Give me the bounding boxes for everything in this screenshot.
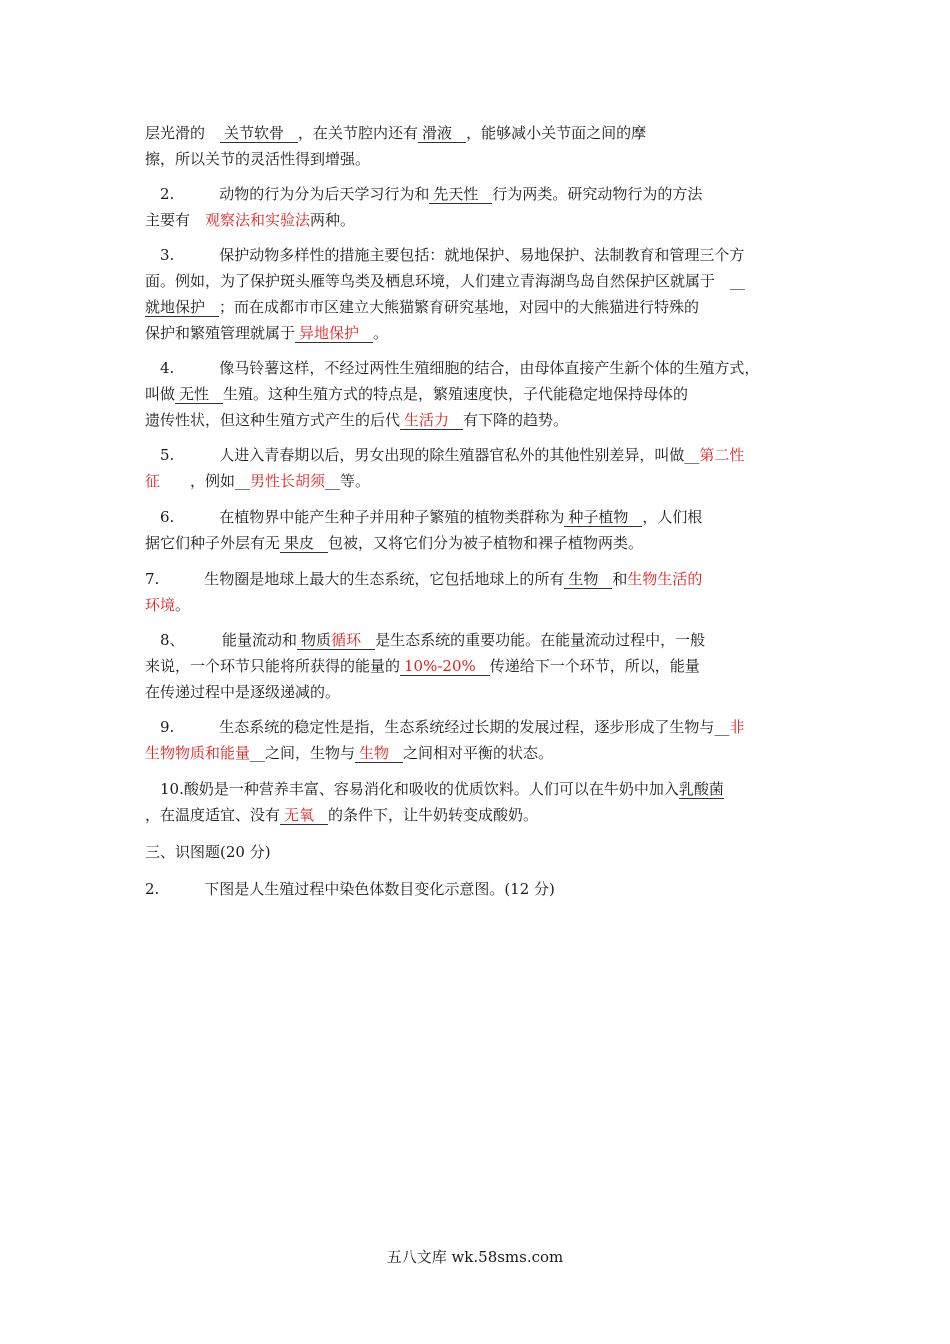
- answer-blank: 乳酸菌: [678, 780, 724, 798]
- text: 2. 动物的行为分为后天学习行为和: [145, 185, 430, 203]
- text: ，人们根: [642, 508, 703, 526]
- text: ，能够减小关节面之间的摩: [466, 124, 647, 142]
- text: 是生态系统的重要功能。在能量流动过程中，一般: [375, 631, 706, 649]
- answer-red: 生活力: [400, 411, 463, 430]
- answer-red: 无氧: [280, 806, 328, 825]
- answer-blank: 无性: [175, 385, 223, 404]
- text: ，在温度适宜、没有: [145, 806, 281, 824]
- answer-blank: 果皮: [280, 534, 328, 553]
- question-6-seed-plants: [145, 504, 810, 556]
- text: __之间，生物与: [250, 744, 356, 762]
- answer-blank: 种子植物: [564, 508, 642, 527]
- section-heading: 三、识图题(20 分): [145, 843, 271, 861]
- text: 来说，一个环节只能将所获得的能量的: [145, 657, 401, 675]
- answer-blank: 关节软骨: [220, 124, 298, 143]
- text: 。: [373, 324, 389, 342]
- text: 包被，又将它们分为被子植物和裸子植物两类。: [328, 534, 644, 552]
- answer-blank: 生物: [564, 570, 612, 589]
- text: 的条件下，让牛奶转变成酸奶。: [328, 806, 539, 824]
- answer-blank: 就地保护: [145, 298, 219, 317]
- text: 8、 能量流动和: [145, 631, 298, 649]
- answer-red: 非: [729, 718, 745, 736]
- answer-red: 生物生活的: [627, 570, 703, 588]
- question-3-protection: [145, 242, 810, 346]
- text: 6. 在植物界中能产生种子并用种子繁殖的植物类群称为: [145, 508, 565, 526]
- question-4-asexual: [145, 355, 810, 433]
- answer-blank: 先天性: [429, 185, 492, 204]
- text: 4. 像马铃薯这样，不经过两性生殖细胞的结合，由母体直接产生新个体的生殖方式，: [145, 359, 760, 377]
- text: 传递给下一个环节，所以，能量: [489, 657, 700, 675]
- answer-red: 生物: [355, 744, 403, 763]
- text: 叫做: [145, 385, 176, 403]
- text: 层光滑的: [145, 124, 221, 142]
- text: 。: [175, 596, 191, 614]
- text: 10.酸奶是一种营养丰富、容易消化和吸收的优质饮料。人们可以在牛奶中加入: [145, 780, 679, 798]
- text: ；而在成都市市区建立大熊猫繁育研究基地，对园中的大熊猫进行特殊的: [219, 298, 700, 316]
- paragraph-joint: [145, 120, 810, 172]
- question-7-biosphere: [145, 566, 810, 618]
- question-5-puberty: [145, 442, 810, 494]
- text: 和: [612, 570, 628, 588]
- text: 3. 保护动物多样性的措施主要包括：就地保护、易地保护、法制教育和管理三个方: [145, 246, 745, 264]
- answer-red: 男性长胡须: [250, 472, 326, 490]
- text: 擦，所以关节的灵活性得到增强。: [145, 150, 371, 168]
- text: 生殖。这种生殖方式的特点是，繁殖速度快，子代能稳定地保持母体的: [223, 385, 689, 403]
- text: 9. 生态系统的稳定性是指，生态系统经过长期的发展过程，逐步形成了生物与__: [145, 718, 730, 736]
- question-2-diagram-intro: 2. 下图是人生殖过程中染色体数目变化示意图。(12 分): [145, 880, 555, 898]
- answer-red: 循环: [331, 631, 362, 649]
- question-9-stability: [145, 714, 810, 766]
- question-8-energy-flow: [145, 627, 810, 705]
- question-2-behavior: [145, 181, 810, 233]
- text: 面。例如，为了保护斑头雁等鸟类及栖息环境，人们建立青海湖鸟岛自然保护区就属于 __: [145, 272, 746, 290]
- text: 主要有: [145, 211, 206, 229]
- answer-red: 观察法和实验法: [205, 211, 311, 229]
- text: 保护和繁殖管理就属于: [145, 324, 296, 342]
- question-10-yogurt: [145, 776, 810, 828]
- text: ，在关节腔内还有: [298, 124, 419, 142]
- text: 之间相对平衡的状态。: [403, 744, 554, 762]
- text: 有下降的趋势。: [463, 411, 569, 429]
- text: 行为两类。研究动物行为的方法: [492, 185, 703, 203]
- text: ，例如__: [160, 472, 251, 490]
- text: 在传递过程中是逐级递减的。: [145, 683, 341, 701]
- text: 两种。: [310, 211, 356, 229]
- answer-red: 第二性: [699, 446, 745, 464]
- answer-red: 10%-20%: [400, 657, 490, 676]
- answer-red: 异地保护: [295, 324, 373, 343]
- page-footer: 五八文库 wk.58sms.com: [386, 1248, 564, 1266]
- text: __等。: [325, 472, 371, 490]
- answer-blank: 物质: [301, 631, 332, 649]
- text: 遗传性状，但这种生殖方式产生的后代: [145, 411, 401, 429]
- text: 据它们种子外层有无: [145, 534, 281, 552]
- answer-red: 征: [145, 472, 161, 490]
- answer-blank: 滑液: [418, 124, 466, 143]
- text: 7. 生物圈是地球上最大的生态系统，它包括地球上的所有: [145, 570, 565, 588]
- answer-red: 环境: [145, 596, 176, 614]
- answer-red: 生物物质和能量: [145, 744, 251, 762]
- text: 5. 人进入青春期以后，男女出现的除生殖器官私外的其他性别差异，叫做__: [145, 446, 700, 464]
